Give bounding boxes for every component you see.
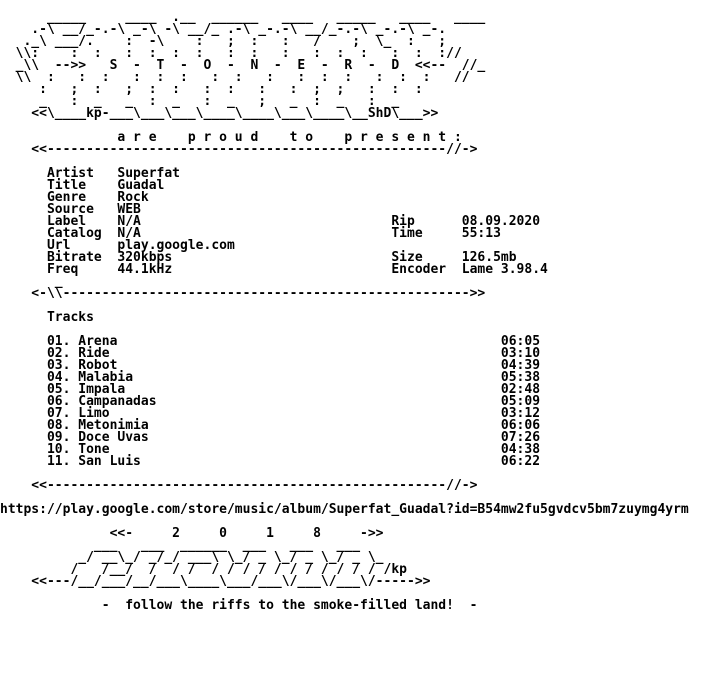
- nfo-text: _____ ____ .__ ______ ____ _____ ____ ____ .-\ __/_-.-\ _-\ -\ __/_ .-\ _-.-\ __/_-.-\ _-.-\ _-. ._\ ___/. : -\ : ; : : / ; \_ : ; \\: : : : : : : : : : : : : : : :// _\\ -->> S - T - O - N - E - R - D <<-- //_ \\ : : : : : : : : : : : : : : : // : ; : ; : : : : : : ; ; : : : _ : _ _ : _ : _ ; _ : _ : _ <<\____kp-___\___\___\____\____\___\____\__ShD\___>> a r e p r o u d t o p r e s e n t : <<---------------------------------------------------//-> Artist Superfat Title Guadal Genre Rock Source WEB Label N/A Rip 08.09.2020 Catalog N/A Time 55:13 Url play.google.com Bitrate 320kbps Size 126.5mb Freq 44.1kHz Encoder Lame 3.98.4 _ <-\\---------------------------------------------------->> Tracks 01. Arena 06:05 02. Ride 03:10 03. Robot 04:39 04. Malabia 05:38 05. Impala 02:48 06. Campanadas 05:09 07. Limo 03:12 08. Metonimia 06:06 09. Doce Uvas 07:26 10. Tone 04:38 11. San Luis 06:22 <<---------------------------------------------------//-> https://play.google.com/store/music/album/Superfat_Guadal?id=B54mw2fu5gvdcv5bm7zuymg4yrm <<- 2 0 1 8 ->> ___ ___ ______ ___ ___ ___ _/ __\_/ _/_/ ___\ \_/ _ \_/ _ \_/ _ \_ / /__/ / / / / / / / / / / / / / / /kp <<---/__/___/__/___\____\___/___\/___\/___\/----->> - follow the riffs to the smoke-filled land! -: [0, 10, 689, 613]
